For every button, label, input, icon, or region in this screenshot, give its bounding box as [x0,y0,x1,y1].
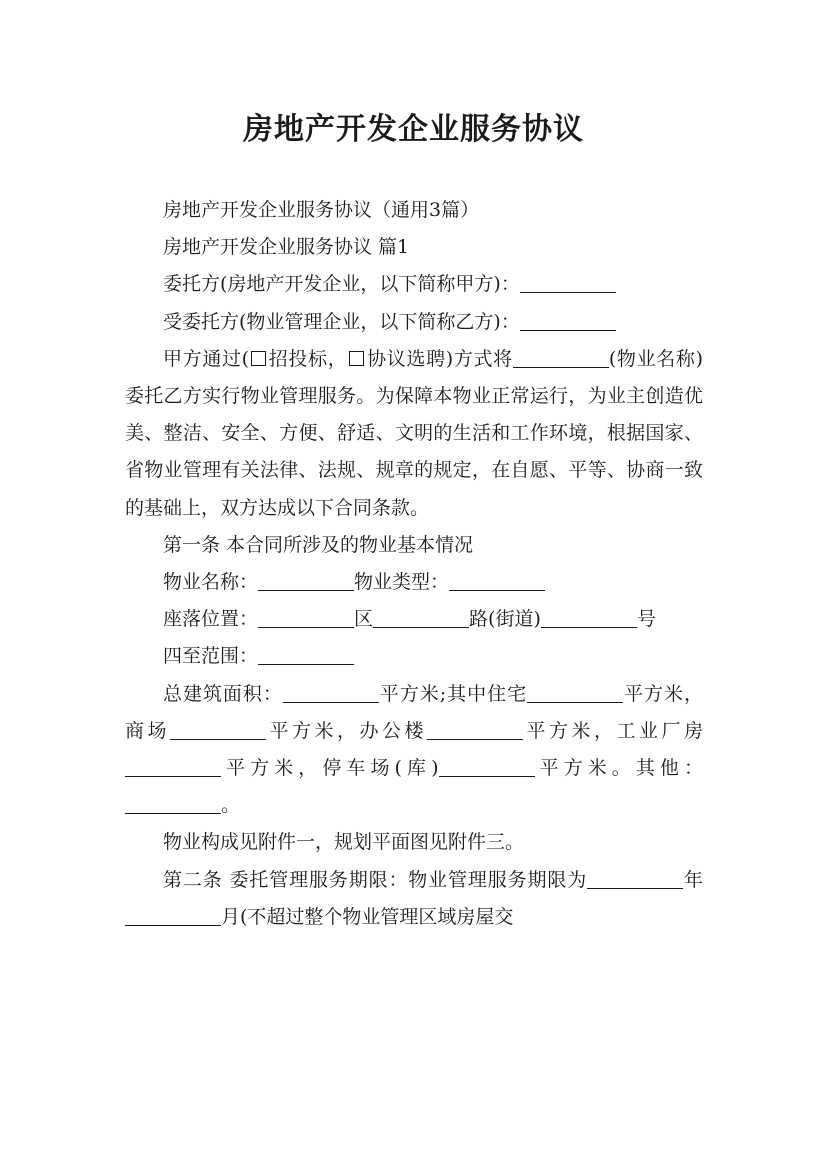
area-blank-4 [427,720,523,740]
area-text-3: 平方米，商场 [125,682,703,742]
page-title: 房地产开发企业服务协议 [243,112,584,147]
section-heading: 房地产开发企业服务协议 篇1 [163,236,410,259]
area-text-2: 平方米;其中住宅 [378,682,528,705]
area-blank-5 [125,757,221,777]
term-year-blank [587,869,683,889]
attachment-line: 物业构成见附件一，规划平面图见附件三。 [163,831,525,854]
article-1-heading: 第一条 本合同所涉及的物业基本情况 [163,533,474,556]
property-name-field-blank [258,571,354,591]
bounds-label: 四至范围： [163,645,259,668]
checkbox-tender-icon [251,351,266,366]
party-b-blank [520,311,616,331]
location-label: 座落位置： [163,608,259,631]
bounds-line [125,638,703,675]
location-blank-1 [258,608,354,628]
party-b-line [125,304,703,341]
area-blank-1 [283,683,379,703]
area-text-1: 总建筑面积： [163,682,283,705]
term-month-blank [125,906,221,926]
area-text-8: 。 [221,794,241,817]
area-blank-3 [170,720,266,740]
party-b-label: 受委托方(物业管理企业，以下简称乙方)： [163,310,520,333]
location-blank-3 [541,608,637,628]
location-blank-2 [373,608,469,628]
article-2-paragraph [125,862,703,936]
property-type-blank [449,571,545,591]
district-label: 区 [354,608,374,631]
bounds-blank [258,645,354,665]
property-name-label: 物业名称： [163,571,259,594]
intro-text-2: 招投标， [268,347,348,370]
area-blank-6 [439,757,535,777]
property-name-blank [513,348,609,368]
road-label: 路(街道) [469,608,541,631]
intro-paragraph [125,341,703,527]
intro-text-4: (物业名称)委托乙方实行物业管理服务。为保障本物业正常运行，为业主创造优美、整洁、安全、方便、舒适、文明的生活和工作环境，根据国家、省物业管理有关法律、法规、规章的规定，在自愿、平等、协商一致的基础上，双方达成以下合同条款。 [125,347,703,519]
property-type-label: 物业类型： [354,571,450,594]
party-a-line [125,266,703,303]
party-a-blank [520,273,616,293]
document-subtitle: 房地产开发企业服务协议（通用3篇） [163,199,480,221]
article-2-text-2: 年 [683,868,703,891]
area-text-5: 平方米，工业厂房 [522,719,703,742]
intro-text-3: 协议选聘)方式将 [366,347,513,370]
area-text-4: 平方米，办公楼 [266,719,427,742]
intro-text-1: 甲方通过( [163,347,250,370]
document-body [125,192,703,936]
area-blank-2 [527,683,623,703]
article-2-text-3: 月(不超过整个物业管理区域房屋交 [221,905,514,928]
checkbox-agreement-icon [349,351,364,366]
area-paragraph [125,676,703,825]
location-line [125,601,703,638]
party-a-label: 委托方(房地产开发企业，以下简称甲方)： [163,273,520,296]
area-blank-7 [125,794,221,814]
property-name-line [125,564,703,601]
number-label: 号 [636,608,656,631]
article-2-text-1: 第二条 委托管理服务期限：物业管理服务期限为 [163,868,588,891]
area-text-7: 平方米。其他： [534,757,703,780]
area-text-6: 平方米，停车场(库) [221,757,439,780]
